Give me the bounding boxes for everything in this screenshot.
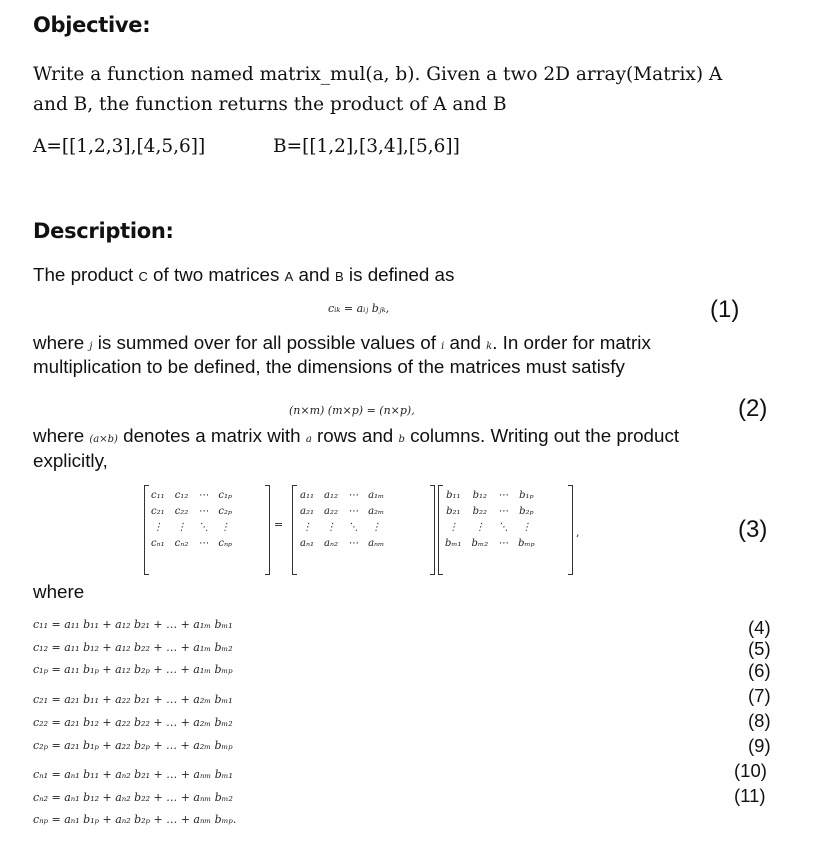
matrix-c-cell: c₁ₚ bbox=[218, 489, 232, 501]
matrix-c-cell: cₙₚ bbox=[218, 537, 232, 549]
matrix-c bbox=[146, 487, 237, 551]
matrix-a-cell: ⋯ bbox=[348, 505, 359, 517]
equation-number: (7) bbox=[748, 685, 771, 706]
component-equation: c₂₂ = a₂₁ b₁₂ + a₂₂ b₂₂ + … + a₂ₘ bₘ₂ bbox=[33, 716, 233, 729]
matrix-c-cell: cₙ₂ bbox=[174, 537, 189, 549]
matrix-c-row bbox=[146, 519, 237, 535]
objective-heading: Objective: bbox=[33, 13, 151, 37]
matrix-b-definition: B=[[1,2],[3,4],[5,6]] bbox=[273, 136, 460, 157]
description-heading: Description: bbox=[33, 219, 174, 243]
matrix-a-row bbox=[295, 519, 389, 535]
matrix-b-cell: ⋮ bbox=[448, 521, 459, 533]
matrix-c-cell: c₂₁ bbox=[151, 505, 165, 517]
matrix-c-cell: ⋮ bbox=[176, 521, 187, 533]
matrix-b-cell: ⋱ bbox=[498, 521, 509, 533]
equation-number: (8) bbox=[748, 710, 771, 731]
matrix-b bbox=[440, 487, 540, 551]
matrix-b-row bbox=[440, 519, 540, 535]
matrix-b-cell: ⋯ bbox=[498, 537, 509, 549]
matrix-b-right-bracket bbox=[568, 485, 573, 575]
matrix-b-cell: b₂₂ bbox=[472, 505, 488, 517]
objective-line-2: and B, the function returns the product of A and B bbox=[33, 94, 507, 115]
equation-3-number: (3) bbox=[738, 516, 768, 543]
matrix-b-cell: ⋮ bbox=[521, 521, 532, 533]
matrix-c-cell: ⋯ bbox=[198, 505, 209, 517]
matrix-a-cell: ⋱ bbox=[348, 521, 359, 533]
matrix-c-row bbox=[146, 487, 237, 503]
matrix-b-cell: b₂ₚ bbox=[519, 505, 534, 517]
component-equation: c₂₁ = a₂₁ b₁₁ + a₂₂ b₂₁ + … + a₂ₘ bₘ₁ bbox=[33, 693, 233, 706]
matrix-b-cell: bₘ₁ bbox=[445, 537, 462, 549]
component-equation: cₙ₁ = aₙ₁ b₁₁ + aₙ₂ b₂₁ + … + aₙₘ bₘ₁ bbox=[33, 768, 233, 781]
matrix-c-cell: ⋯ bbox=[198, 537, 209, 549]
matrix-c-cell: ⋮ bbox=[220, 521, 231, 533]
matrix-c-row bbox=[146, 503, 237, 519]
matrix-a-cell: ⋮ bbox=[326, 521, 337, 533]
equation-number: (10) bbox=[734, 760, 767, 781]
matrix-a-cell: a₂₁ bbox=[300, 505, 314, 517]
matrix-b-cell: b₁₂ bbox=[472, 489, 488, 501]
matrix-a-cell: aₙₘ bbox=[368, 537, 385, 549]
matrix-b-row bbox=[440, 535, 540, 551]
component-equation: c₁₂ = a₁₁ b₁₂ + a₁₂ b₂₂ + … + a₁ₘ bₘ₂ bbox=[33, 641, 233, 654]
matrix-b-cell: b₁₁ bbox=[446, 489, 461, 501]
description-paragraph-1: The product C of two matrices A and B is defined as bbox=[33, 264, 455, 285]
matrix-b-cell: b₂₁ bbox=[446, 505, 461, 517]
matrix-c-cell: cₙ₁ bbox=[151, 537, 165, 549]
equation-number: (9) bbox=[748, 735, 771, 756]
matrix-b-cell: bₘ₂ bbox=[471, 537, 489, 549]
matrix-c-row bbox=[146, 535, 237, 551]
matrix-c-cell: c₁₁ bbox=[151, 489, 165, 501]
equation-number: (4) bbox=[748, 617, 771, 638]
equation-2-number: (2) bbox=[738, 395, 768, 422]
matrix-b-row bbox=[440, 487, 540, 503]
matrix-c-cell: ⋱ bbox=[198, 521, 209, 533]
matrix-b-row bbox=[440, 503, 540, 519]
comma: , bbox=[576, 526, 580, 539]
matrix-a-cell: ⋯ bbox=[348, 537, 359, 549]
description-paragraph-2-line-2: multiplication to be defined, the dimensions of the matrices must satisfy bbox=[33, 356, 625, 377]
matrix-c-cell: c₁₂ bbox=[174, 489, 189, 501]
matrix-a-cell: ⋮ bbox=[371, 521, 382, 533]
matrix-b-cell: ⋮ bbox=[474, 521, 485, 533]
matrix-b-cell: ⋯ bbox=[498, 505, 509, 517]
matrix-a-cell: a₂₂ bbox=[324, 505, 339, 517]
objective-line-1: Write a function named matrix_mul(a, b). Given a two 2D array(Matrix) A bbox=[33, 64, 723, 85]
matrix-b-cell: bₘₚ bbox=[518, 537, 535, 549]
matrix-a-cell: aₙ₁ bbox=[300, 537, 315, 549]
component-equation: cₙₚ = aₙ₁ b₁ₚ + aₙ₂ b₂ₚ + … + aₙₘ bₘₚ. bbox=[33, 813, 237, 826]
description-paragraph-3-line-2: explicitly, bbox=[33, 450, 108, 471]
matrix-c-right-bracket bbox=[265, 485, 270, 575]
matrix-a-definition: A=[[1,2,3],[4,5,6]] bbox=[33, 136, 206, 157]
matrix-a-cell: a₁₁ bbox=[300, 489, 314, 501]
matrix-a-row bbox=[295, 503, 389, 519]
matrix-a-right-bracket bbox=[430, 485, 435, 575]
matrix-a-cell: aₙ₂ bbox=[324, 537, 339, 549]
matrix-c-cell: ⋯ bbox=[198, 489, 209, 501]
component-equation: c₁ₚ = a₁₁ b₁ₚ + a₁₂ b₂ₚ + … + a₁ₘ bₘₚ bbox=[33, 663, 233, 676]
equation-number: (6) bbox=[748, 660, 771, 681]
matrix-c-cell: c₂ₚ bbox=[218, 505, 232, 517]
matrix-c-cell: ⋮ bbox=[152, 521, 163, 533]
matrix-b-cell: ⋯ bbox=[498, 489, 509, 501]
matrix-a-cell: a₁ₘ bbox=[368, 489, 385, 501]
equation-1: cᵢₖ = aᵢⱼ bⱼₖ, bbox=[328, 302, 390, 315]
equation-number: (5) bbox=[748, 638, 771, 659]
equation-number: (11) bbox=[734, 785, 766, 806]
matrix-a-row bbox=[295, 487, 389, 503]
matrix-a-row bbox=[295, 535, 389, 551]
equals-sign: = bbox=[274, 518, 284, 531]
matrix-a-cell: a₁₂ bbox=[324, 489, 339, 501]
component-equation: cₙ₂ = aₙ₁ b₁₂ + aₙ₂ b₂₂ + … + aₙₘ bₘ₂ bbox=[33, 791, 233, 804]
where-label: where bbox=[33, 581, 85, 602]
matrix-a-cell: ⋮ bbox=[302, 521, 313, 533]
component-equation: c₁₁ = a₁₁ b₁₁ + a₁₂ b₂₁ + … + a₁ₘ bₘ₁ bbox=[33, 618, 233, 631]
equation-2: (n×m) (m×p) = (n×p), bbox=[289, 404, 415, 417]
component-equation: c₂ₚ = a₂₁ b₁ₚ + a₂₂ b₂ₚ + … + a₂ₘ bₘₚ bbox=[33, 739, 233, 752]
equation-1-number: (1) bbox=[710, 296, 740, 323]
description-paragraph-2: where j is summed over for all possible values of i and k. In order for matrix bbox=[33, 332, 651, 353]
matrix-a-cell: ⋯ bbox=[348, 489, 359, 501]
matrix-a-cell: a₂ₘ bbox=[368, 505, 385, 517]
matrix-b-cell: b₁ₚ bbox=[519, 489, 534, 501]
matrix-a bbox=[295, 487, 389, 551]
description-paragraph-3: where (a×b) denotes a matrix with a rows and b columns. Writing out the product bbox=[33, 425, 680, 446]
matrix-c-cell: c₂₂ bbox=[174, 505, 189, 517]
